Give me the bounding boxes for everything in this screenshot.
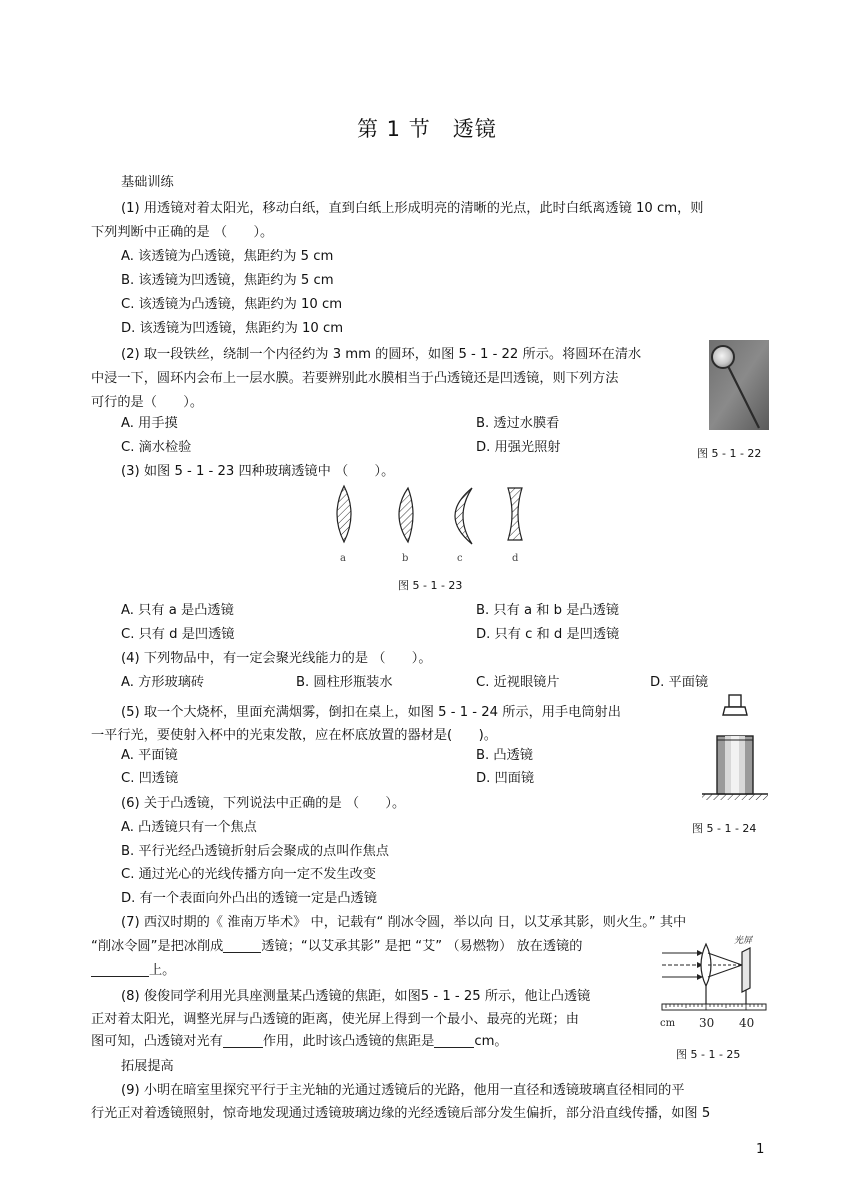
q7-blank-1[interactable] xyxy=(223,938,261,953)
q7-line3 xyxy=(91,961,175,981)
q2-stem-line2: 中浸一下，圆环内会布上一层水膜。若要辨别此水膜相当于凸透镜还是凹透镜，则下列方法 xyxy=(91,371,619,386)
q5-option-c: C. 凹透镜 xyxy=(121,771,179,786)
q2-option-a: A. 用手摸 xyxy=(121,416,178,431)
q8-line2: 正对着太阳光，调整光屏与凸透镜的距离，使光屏上得到一个最小、最亮的光斑；由 xyxy=(91,1012,579,1027)
q6-option-c: C. 通过光心的光线传播方向一定不发生改变 xyxy=(121,867,376,882)
q6-option-b: B. 平行光经凸透镜折射后会聚成的点叫作焦点 xyxy=(121,844,389,859)
figure-5-1-24-caption: 图 5 - 1 - 24 xyxy=(692,822,757,835)
q7-line2 xyxy=(91,937,582,957)
q1-stem-line2: 下列判断中正确的是 （ ）。 xyxy=(91,225,274,240)
q4-option-c: C. 近视眼镜片 xyxy=(476,675,560,690)
q1-option-a: A. 该透镜为凸透镜，焦距约为 5 cm xyxy=(121,249,334,264)
q3-stem: (3) 如图 5 - 1 - 23 四种玻璃透镜中 （ ）。 xyxy=(121,464,395,479)
lens-label-b: b xyxy=(402,553,409,564)
q4-option-a: A. 方形玻璃砖 xyxy=(121,675,205,690)
q7-line3-text: 上。 xyxy=(149,963,176,978)
figure-5-1-23-caption: 图 5 - 1 - 23 xyxy=(398,579,463,592)
q2-option-d: D. 用强光照射 xyxy=(476,440,561,455)
figure-5-1-23-lenses xyxy=(330,482,530,572)
q5-option-d: D. 凹面镜 xyxy=(476,771,535,786)
q5-option-a: A. 平面镜 xyxy=(121,748,178,763)
q4-stem: (4) 下列物品中，有一定会聚光线能力的是 （ ）。 xyxy=(121,651,432,666)
light-screen xyxy=(742,948,750,992)
q8-blank-1[interactable] xyxy=(223,1033,263,1048)
lens-d-biconcave xyxy=(508,488,522,540)
q7-line2-part2: 透镜；“以艾承其影” 是把 “艾” （易燃物） 放在透镜的 xyxy=(261,939,583,954)
q1-option-c: C. 该透镜为凸透镜，焦距约为 10 cm xyxy=(121,297,343,312)
q6-option-d: D. 有一个表面向外凸出的透镜一定是凸透镜 xyxy=(121,891,377,906)
ruler-unit-label: cm xyxy=(660,1018,676,1029)
section-heading-extend: 拓展提高 xyxy=(121,1059,174,1074)
figure-5-1-22-caption: 图 5 - 1 - 22 xyxy=(697,447,762,460)
figure-5-1-22-ring-photo xyxy=(709,340,769,430)
lens-a-biconvex xyxy=(337,486,351,542)
q3-option-c: C. 只有 d 是凹透镜 xyxy=(121,627,235,642)
lens-label-d: d xyxy=(512,553,519,564)
lens-label-c: c xyxy=(457,553,463,564)
q5-stem-line2: 一平行光，要使射入杯中的光束发散，应在杯底放置的器材是( )。 xyxy=(91,728,497,743)
q3-option-a: A. 只有 a 是凸透镜 xyxy=(121,603,234,618)
q5-stem-line1: (5) 取一个大烧杯，里面充满烟雾，倒扣在桌上，如图 5 - 1 - 24 所示，用手电筒射出 xyxy=(121,705,621,720)
q3-option-d: D. 只有 c 和 d 是凹透镜 xyxy=(476,627,620,642)
figure-5-1-24-beaker-flashlight xyxy=(700,693,770,805)
lens-b-convex xyxy=(399,488,413,542)
lens-label-a: a xyxy=(340,553,346,564)
q2-option-c: C. 滴水检验 xyxy=(121,440,192,455)
page-number: 1 xyxy=(756,1142,765,1157)
q1-option-d: D. 该透镜为凹透镜，焦距约为 10 cm xyxy=(121,321,344,336)
q2-option-b: B. 透过水膜看 xyxy=(476,416,560,431)
q8-line3-part2: 作用，此时该凸透镜的焦距是 xyxy=(262,1034,435,1049)
q4-option-b: B. 圆柱形瓶装水 xyxy=(296,675,393,690)
q5-option-b: B. 凸透镜 xyxy=(476,748,533,763)
q3-option-b: B. 只有 a 和 b 是凸透镜 xyxy=(476,603,619,618)
q8-line3-part1: 图可知，凸透镜对光有 xyxy=(91,1034,223,1049)
q1-stem-line1: (1) 用透镜对着太阳光，移动白纸，直到白纸上形成明亮的清晰的光点，此时白纸离透镜 10 cm，则 xyxy=(121,201,704,216)
ruler-tick-40: 40 xyxy=(739,1016,755,1030)
q7-line1: (7) 西汉时期的《 淮南万毕术》 中，记载有“ 削冰令圆，举以向 日，以艾承其影，则火生。” 其中 xyxy=(121,915,687,930)
q8-blank-2[interactable] xyxy=(434,1033,474,1048)
q4-option-d: D. 平面镜 xyxy=(650,675,709,690)
q8-line1: (8) 俊俊同学利用光具座测量某凸透镜的焦距，如图5 - 1 - 25 所示，他让凸透镜 xyxy=(121,989,591,1004)
figure-5-1-25-caption: 图 5 - 1 - 25 xyxy=(676,1048,741,1061)
lens-c-meniscus xyxy=(455,488,472,544)
q7-blank-2[interactable] xyxy=(91,962,149,977)
q2-stem-line3: 可行的是（ ）。 xyxy=(91,395,204,410)
q2-stem-line1: (2) 取一段铁丝，绕制一个内径约为 3 mm 的圆环，如图 5 - 1 - 22 所示。将圆环在清水 xyxy=(121,347,642,362)
q9-line1: (9) 小明在暗室里探究平行于主光轴的光通过透镜后的光路，他用一直径和透镜玻璃直径相同的平 xyxy=(121,1083,685,1098)
q1-option-b: B. 该透镜为凹透镜，焦距约为 5 cm xyxy=(121,273,334,288)
q8-line3-part3: cm。 xyxy=(474,1034,508,1049)
screen-label: 光屏 xyxy=(734,936,753,946)
q9-line2: 行光正对着透镜照射，惊奇地发现通过透镜玻璃边缘的光经透镜后部分发生偏折，部分沿直线传播，如图 5 xyxy=(91,1106,711,1121)
q6-stem: (6) 关于凸透镜，下列说法中正确的是 （ ）。 xyxy=(121,796,406,811)
ruler-tick-30: 30 xyxy=(699,1016,715,1030)
q7-line2-part1: “削冰令圆”是把冰削成 xyxy=(91,939,224,954)
q8-line3 xyxy=(91,1032,508,1052)
section-heading-basic: 基础训练 xyxy=(121,175,174,190)
q6-option-a: A. 凸透镜只有一个焦点 xyxy=(121,820,257,835)
page-title: 第 1 节 透镜 xyxy=(357,117,497,141)
